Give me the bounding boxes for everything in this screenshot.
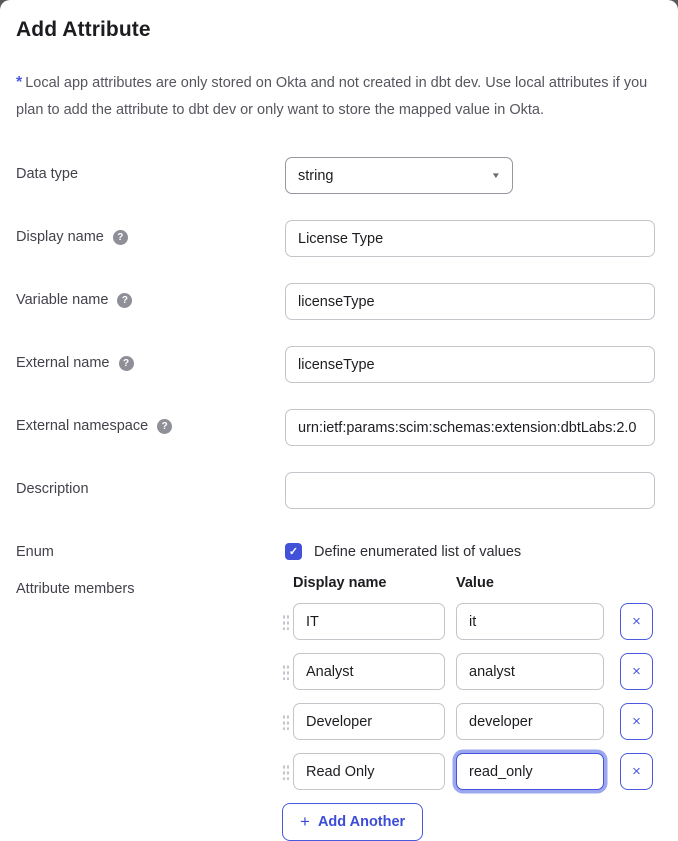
external-namespace-label <box>16 409 285 434</box>
enum-checkbox-row <box>285 535 521 560</box>
external-namespace-label-text: External namespace <box>16 418 149 434</box>
data-type-select[interactable] <box>285 157 513 194</box>
variable-name-label-text: Variable name <box>16 292 109 308</box>
attribute-members-label <box>16 575 285 597</box>
drag-handle-icon[interactable] <box>282 764 289 780</box>
display-name-label-text: Display name <box>16 229 104 245</box>
member-display-name-input[interactable] <box>293 653 445 690</box>
chevron-down-icon: ▼ <box>490 171 502 180</box>
description-label <box>16 472 285 497</box>
members-column-display-name: Display name <box>293 575 387 591</box>
members-header <box>282 575 662 591</box>
remove-member-button[interactable] <box>620 603 653 640</box>
check-icon: ✓ <box>288 546 299 558</box>
plus-icon: + <box>300 812 310 831</box>
drag-handle-icon[interactable] <box>282 664 289 680</box>
external-namespace-input[interactable] <box>285 409 655 446</box>
drag-handle-icon[interactable] <box>282 614 289 630</box>
field-row-variable-name <box>16 283 662 320</box>
data-type-label-text: Data type <box>16 166 79 182</box>
attribute-members-list <box>282 575 662 841</box>
remove-member-button[interactable] <box>620 753 653 790</box>
external-name-label-text: External name <box>16 355 110 371</box>
data-type-selected-value: string <box>298 167 334 184</box>
add-another-button[interactable] <box>282 803 423 841</box>
field-row-description <box>16 472 662 509</box>
enum-checkbox-label: Define enumerated list of values <box>314 543 522 560</box>
member-value-input[interactable] <box>456 603 604 640</box>
members-column-value: Value <box>456 575 494 591</box>
help-icon[interactable]: ? <box>157 419 172 434</box>
variable-name-input[interactable] <box>285 283 655 320</box>
close-icon: × <box>632 663 641 680</box>
help-icon[interactable]: ? <box>119 356 134 371</box>
drag-handle-icon[interactable] <box>282 714 289 730</box>
help-icon[interactable]: ? <box>113 230 128 245</box>
member-value-input[interactable] <box>456 653 604 690</box>
external-name-label <box>16 346 285 371</box>
member-value-input-focused[interactable] <box>456 753 604 790</box>
member-row <box>282 703 662 740</box>
variable-name-label <box>16 283 285 308</box>
member-display-name-input[interactable] <box>293 703 445 740</box>
data-type-label <box>16 157 285 182</box>
member-row <box>282 753 662 790</box>
page-title: Add Attribute <box>16 18 151 41</box>
description-input[interactable] <box>285 472 655 509</box>
display-name-label <box>16 220 285 245</box>
add-another-label: Add Another <box>317 814 406 830</box>
field-row-external-namespace <box>16 409 662 446</box>
remove-member-button[interactable] <box>620 653 653 690</box>
close-icon: × <box>632 713 641 730</box>
enum-checkbox[interactable] <box>285 543 302 560</box>
enum-label-text: Enum <box>16 544 54 560</box>
help-icon[interactable]: ? <box>117 293 132 308</box>
remove-member-button[interactable] <box>620 703 653 740</box>
field-row-attribute-members <box>16 575 662 841</box>
attribute-members-label-text: Attribute members <box>16 581 135 597</box>
member-row <box>282 653 662 690</box>
info-note-text: Local app attributes are only stored on Okta and not created in dbt dev. Use local attributes if you plan to add the attribute to dbt dev or only want to store the mapped value in Okta. <box>16 75 648 118</box>
add-attribute-form <box>16 157 662 841</box>
close-icon: × <box>632 613 641 630</box>
enum-label <box>16 535 285 560</box>
description-label-text: Description <box>16 481 89 497</box>
field-row-external-name <box>16 346 662 383</box>
field-row-display-name <box>16 220 662 257</box>
member-row <box>282 603 662 640</box>
member-display-name-input[interactable] <box>293 753 445 790</box>
required-asterisk: * <box>16 74 23 91</box>
close-icon: × <box>632 763 641 780</box>
member-display-name-input[interactable] <box>293 603 445 640</box>
display-name-input[interactable] <box>285 220 655 257</box>
info-note <box>16 69 661 124</box>
field-row-data-type <box>16 157 662 194</box>
external-name-input[interactable] <box>285 346 655 383</box>
field-row-enum <box>16 535 662 560</box>
member-value-input[interactable] <box>456 703 604 740</box>
